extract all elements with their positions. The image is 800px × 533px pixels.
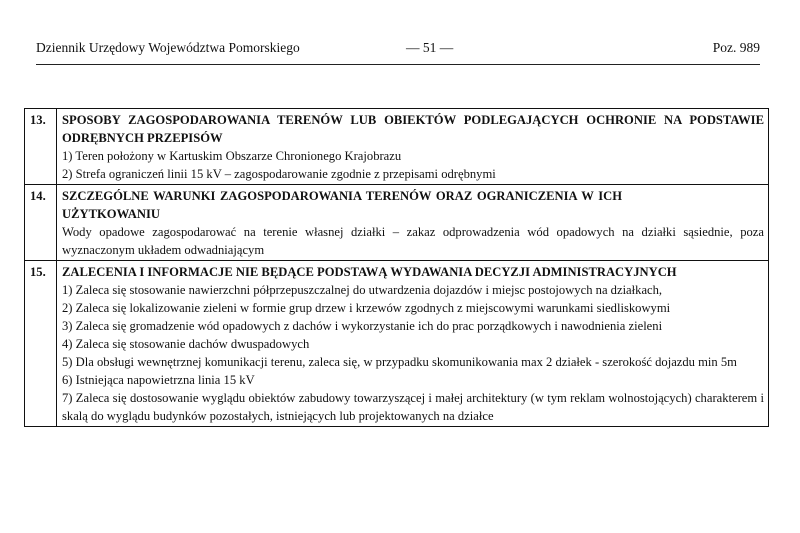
section-line: 7) Zaleca się dostosowanie wyglądu obiektów zabudowy towarzyszącej i małej architektury (w tym reklam wolnostojących) charakterem i skalą do wyglądu budynków pozostałych, istniejących lub projektowanych na działce: [62, 391, 764, 423]
position-number: Poz. 989: [712, 40, 760, 55]
section-content: [57, 185, 769, 261]
section-content: [57, 261, 769, 427]
section-title: SZCZEGÓLNE WARUNKI ZAGOSPODAROWANIA TERENÓW ORAZ OGRANICZENIA W ICH UŻYTKOWANIU: [62, 189, 622, 221]
section-line: 2) Strefa ograniczeń linii 15 kV – zagospodarowanie zgodnie z przepisami odrębnymi: [62, 167, 496, 181]
section-line: Wody opadowe zagospodarować na terenie własnej działki – zakaz odprowadzenia wód opadowych na działki sąsiednie, poza wyznaczonym układem odwadniającym: [62, 225, 764, 257]
section-line: 5) Dla obsługi wewnętrznej komunikacji terenu, zaleca się, w przypadku skomunikowania max 2 działek - szerokość dojazdu min 5m: [62, 355, 737, 369]
section-number: 14.: [25, 185, 57, 261]
section-line: 1) Zaleca się stosowanie nawierzchni półprzepuszczalnej do utwardzenia dojazdów i miejsc postojowych na działkach,: [62, 283, 663, 297]
section-line: 3) Zaleca się gromadzenie wód opadowych z dachów i wykorzystanie ich do prac porządkowych i nawodnienia zieleni: [62, 319, 663, 333]
section-title: ZALECENIA I INFORMACJE NIE BĘDĄCE PODSTAWĄ WYDAWANIA DECYZJI ADMINISTRACYJNYCH: [62, 265, 677, 279]
section-row-14: [25, 185, 769, 261]
section-number: 13.: [25, 109, 57, 185]
journal-title: Dziennik Urzędowy Województwa Pomorskiego: [36, 40, 300, 55]
section-line: 4) Zaleca się stosowanie dachów dwuspadowych: [62, 337, 310, 351]
section-line: 2) Zaleca się lokalizowanie zieleni w formie grup drzew i krzewów zgodnych z miejscowymi warunkami siedliskowymi: [62, 301, 671, 315]
section-row-15: [25, 261, 769, 427]
page-number: — 51 —: [406, 40, 454, 55]
section-content: [57, 109, 769, 185]
section-line: 1) Teren położony w Kartuskim Obszarze Chronionego Krajobrazu: [62, 149, 402, 163]
sections-table: [24, 108, 769, 427]
section-row-13: [25, 109, 769, 185]
section-number: 15.: [25, 261, 57, 427]
section-line: 6) Istniejąca napowietrzna linia 15 kV: [62, 373, 255, 387]
section-title: SPOSOBY ZAGOSPODAROWANIA TERENÓW LUB OBIEKTÓW PODLEGAJĄCYCH OCHRONIE NA PODSTAWIE ODRĘBNYCH PRZEPISÓW: [62, 113, 764, 145]
header-rule: [36, 64, 760, 65]
page-header: [36, 40, 760, 62]
